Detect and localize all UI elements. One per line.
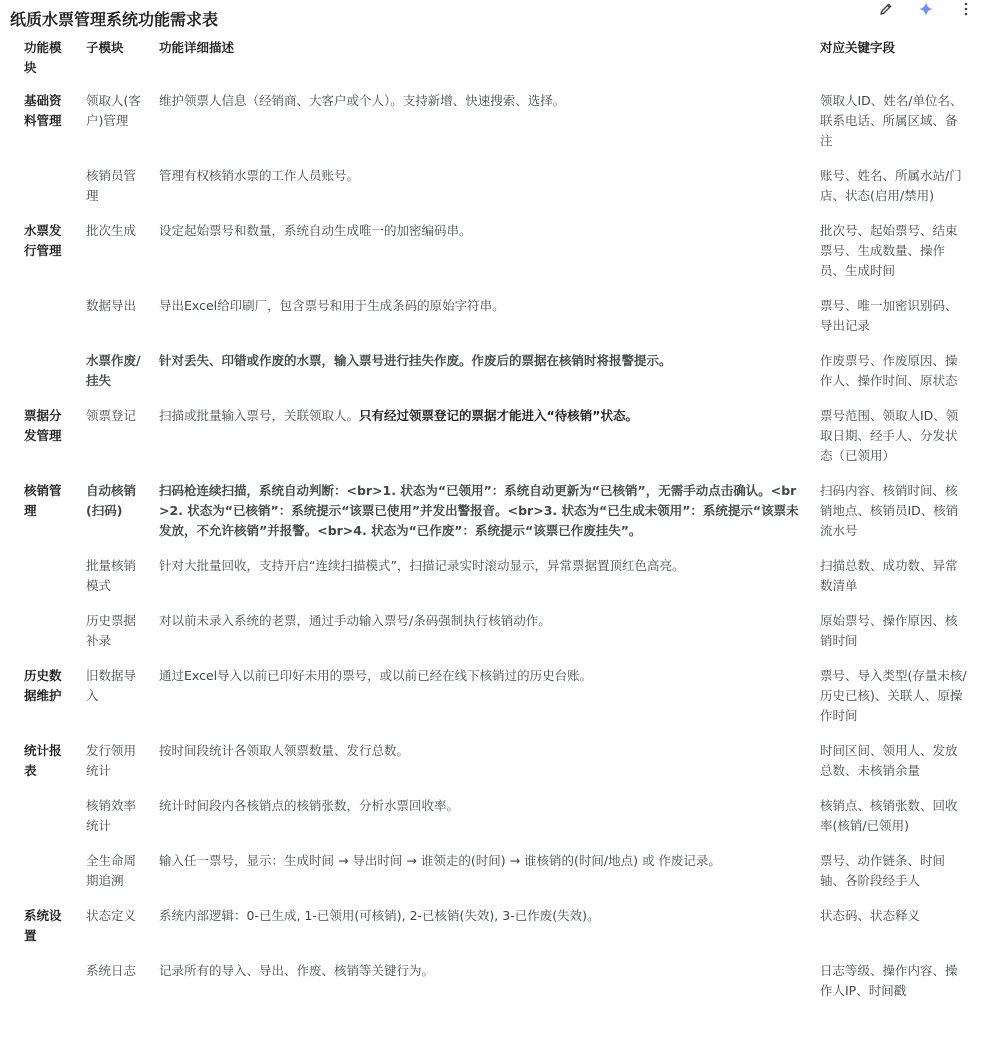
module-cell (14, 958, 76, 1013)
table-row (14, 403, 976, 478)
sub-cell: 发行领用统计 (86, 743, 137, 778)
desc-cell: 统计时间段内各核销点的核销张数，分析水票回收率。 (159, 798, 460, 813)
desc-cell: 针对丢失、印错或作废的水票，输入票号进行挂失作废。作废后的票据在核销时将报警提示。 (159, 353, 672, 368)
sub-cell: 自动核销(扫码) (86, 483, 137, 518)
ai-assist-button[interactable] (915, 0, 937, 18)
module-cell (14, 293, 76, 348)
table-row (14, 958, 976, 1013)
module-cell (14, 848, 76, 903)
table-row (14, 218, 976, 293)
fields-cell: 票号、动作链条、时间轴、各阶段经手人 (820, 853, 946, 888)
table-row (14, 608, 976, 663)
fields-cell: 状态码、状态释义 (820, 908, 921, 923)
fields-cell: 作废票号、作废原因、操作人、操作时间、原状态 (820, 353, 958, 388)
module-cell: 核销管理 (24, 483, 62, 518)
header-module: 功能模块 (24, 40, 62, 75)
module-cell (14, 348, 76, 403)
table-row (14, 663, 976, 738)
sub-cell: 批次生成 (86, 223, 137, 238)
table-row (14, 793, 976, 848)
sub-cell: 数据导出 (86, 298, 137, 313)
module-cell (14, 163, 76, 218)
table-row (14, 848, 976, 903)
fields-cell: 票号、唯一加密识别码、导出记录 (820, 298, 958, 333)
desc-bold-text: 只有经过领票登记的票据才能进入“待核销”状态。 (359, 408, 638, 423)
fields-cell: 批次号、起始票号、结束票号、生成数量、操作员、生成时间 (820, 223, 958, 278)
module-cell: 票据分发管理 (24, 408, 62, 443)
sub-cell: 旧数据导入 (86, 668, 137, 703)
desc-cell: 按时间段统计各领取人领票数量、发行总数。 (159, 743, 410, 758)
table-row (14, 903, 976, 958)
table-row (14, 163, 976, 218)
edit-button[interactable] (875, 0, 897, 18)
sub-cell: 领票登记 (86, 408, 137, 423)
module-cell (14, 553, 76, 608)
sparkle-icon (918, 1, 934, 17)
header-fields: 对应关键字段 (820, 40, 896, 55)
desc-cell: 记录所有的导入、导出、作废、核销等关键行为。 (159, 963, 435, 978)
desc-cell: 导出Excel给印刷厂，包含票号和用于生成条码的原始字符串。 (159, 298, 505, 313)
module-cell: 系统设置 (24, 908, 62, 943)
desc-cell: 输入任一票号，显示：生成时间 → 导出时间 → 谁领走的(时间) → 谁核销的(时间/地点) 或 作废记录。 (159, 853, 721, 868)
sub-cell: 系统日志 (86, 963, 137, 978)
module-cell: 水票发行管理 (24, 223, 62, 258)
toolbar (875, 0, 977, 18)
sub-cell: 水票作废/挂失 (86, 353, 141, 388)
desc-plain-text: 扫描或批量输入票号，关联领取人。 (159, 408, 360, 423)
module-cell (14, 608, 76, 663)
desc-cell: 设定起始票号和数量，系统自动生成唯一的加密编码串。 (159, 223, 472, 238)
header-sub: 子模块 (86, 40, 124, 55)
sub-cell: 全生命周期追溯 (86, 853, 137, 888)
table-row (14, 293, 976, 348)
desc-cell: 对以前未录入系统的老票，通过手动输入票号/条码强制执行核销动作。 (159, 613, 551, 628)
sub-cell: 核销员管理 (86, 168, 137, 203)
module-cell: 基础资料管理 (24, 93, 62, 128)
table-row (14, 88, 976, 163)
page-title: 纸质水票管理系统功能需求表 (10, 10, 219, 29)
requirements-table (14, 35, 976, 1013)
header-desc: 功能详细描述 (159, 40, 235, 55)
sub-cell: 状态定义 (86, 908, 137, 923)
more-button[interactable] (955, 0, 977, 18)
fields-cell: 核销点、核销张数、回收率(核销/已领用) (820, 798, 958, 833)
desc-cell: 通过Excel导入以前已印好未用的票号，或以前已经在线下核销过的历史台账。 (159, 668, 593, 683)
fields-cell: 扫描总数、成功数、异常数清单 (820, 558, 958, 593)
fields-cell: 日志等级、操作内容、操作人IP、时间戳 (820, 963, 958, 998)
pencil-icon (878, 1, 894, 17)
sub-cell: 核销效率统计 (86, 798, 137, 833)
fields-cell: 票号范围、领取人ID、领取日期、经手人、分发状态（已领用） (820, 408, 959, 463)
table-row (14, 478, 976, 553)
sub-cell: 批量核销模式 (86, 558, 137, 593)
desc-cell: 系统内部逻辑：0-已生成, 1-已领用(可核销), 2-已核销(失效), 3-已作废(失效)。 (159, 908, 600, 923)
more-vertical-icon (958, 1, 974, 17)
fields-cell: 时间区间、领用人、发放总数、未核销余量 (820, 743, 958, 778)
table-header-row (14, 35, 976, 88)
fields-cell: 账号、姓名、所属水站/门店、状态(启用/禁用) (820, 168, 962, 203)
table-row (14, 553, 976, 608)
desc-cell: 维护领票人信息（经销商、大客户或个人）。支持新增、快速搜索、选择。 (159, 93, 566, 108)
module-cell: 历史数据维护 (24, 668, 62, 703)
sub-cell: 历史票据补录 (86, 613, 137, 648)
desc-cell: 管理有权核销水票的工作人员账号。 (159, 168, 360, 183)
module-cell (14, 793, 76, 848)
desc-cell: 针对大批量回收，支持开启“连续扫描模式”，扫描记录实时滚动显示，异常票据置顶红色高亮。 (159, 558, 685, 573)
desc-cell (149, 403, 810, 478)
fields-cell: 领取人ID、姓名/单位名、联系电话、所属区域、备注 (820, 93, 963, 148)
fields-cell: 原始票号、操作原因、核销时间 (820, 613, 958, 648)
module-cell: 统计报表 (24, 743, 62, 778)
desc-cell: 扫码枪连续扫描，系统自动判断：<br>1. 状态为“已领用”：系统自动更新为“已核销”，无需手动点击确认。<br>2. 状态为“已核销”：系统提示“该票已使用”并发出警报音。<br>3. 状态为“已生成未领用”：系统提示“该票未发放，不允许核销”并报警。<br>4. 状态为“已作废”：系统提示“该票已作废挂失”。 (159, 483, 799, 538)
fields-cell: 票号、导入类型(存量未核/历史已核)、关联人、原操作时间 (820, 668, 967, 723)
fields-cell: 扫码内容、核销时间、核销地点、核销员ID、核销流水号 (820, 483, 959, 538)
sub-cell: 领取人(客户)管理 (86, 93, 141, 128)
table-row (14, 348, 976, 403)
table-row (14, 738, 976, 793)
